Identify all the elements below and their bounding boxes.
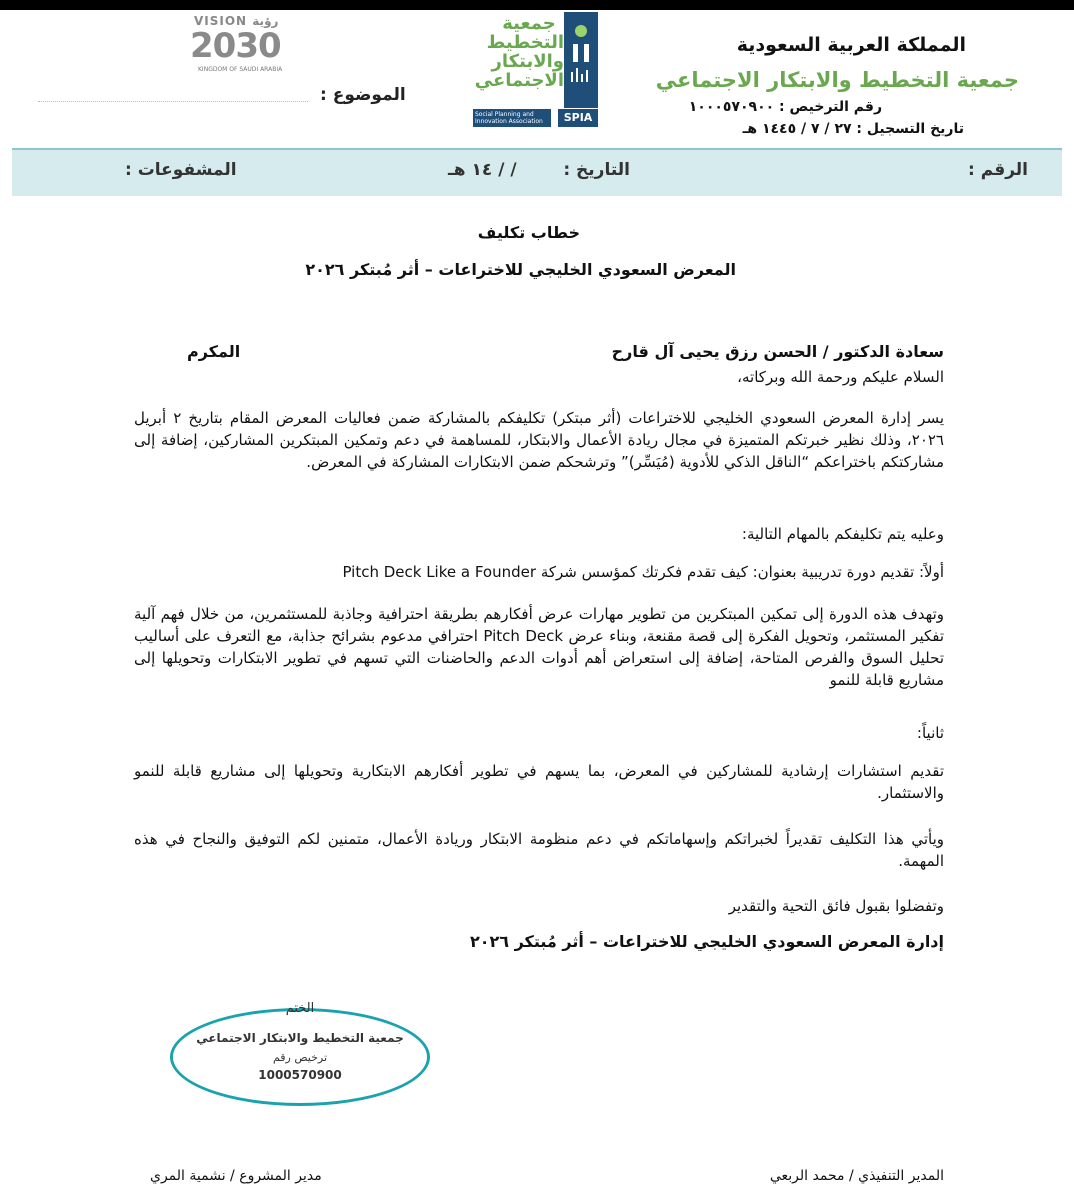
stamp-license-number: 1000570900: [258, 1068, 342, 1082]
license-number: رقم الترخيص : ١٠٠٠٥٧٠٩٠٠: [688, 99, 882, 115]
paragraph-consulting: تقديم استشارات إرشادية للمشاركين في المعرض، بما يسهم في تطوير أفكارهم الابتكارية وتحويلها إلى مشاريع قابلة للنمو والاستثمار.: [134, 762, 944, 802]
first-task: أولاً: تقديم دورة تدريبية بعنوان: كيف تقدم فكرتك كمؤسس شركة Pitch Deck Like a Founder: [342, 563, 944, 581]
logo-english-name: Social Planning and Innovation Association: [473, 109, 551, 127]
subject-line: [38, 101, 308, 102]
recipient: سعادة الدكتور / الحسن رزق يحيى آل قارح: [611, 342, 944, 361]
paragraph-intro: يسر إدارة المعرض السعودي الخليجي للاختراعات (أثر مبتكر) تكليفكم بالمشاركة ضمن فعاليات المعرض المقام بتاريخ ٢ أبريل ٢٠٢٦، وذلك نظير خبرتكم المتميزة في مجال ريادة الأعمال والابتكار، للمساهمة في دعم وتمكين المبتكرين المشاركين، إضافة إلى مشاركتكم باختراعكم “الناقل الذكي للأدوية (مُيَسِّر)” وترشحكم ضمن الابتكارات المشاركة في المعرض.: [134, 409, 944, 471]
top-border: [0, 0, 1074, 10]
stamp-label: الختم: [285, 1001, 315, 1016]
vision-number: 2030: [190, 26, 281, 66]
vision-2030-logo: [190, 14, 310, 74]
tasks-intro: وعليه يتم تكليفكم بالمهام التالية:: [741, 525, 944, 543]
date-value: / / ١٤ هـ: [448, 160, 517, 180]
greeting: السلام عليكم ورحمة الله وبركاته،: [737, 368, 944, 386]
second-label: ثانياً:: [916, 724, 944, 742]
signing-organization: إدارة المعرض السعودي الخليجي للاختراعات – أثر مُبتكر ٢٠٢٦: [469, 932, 944, 951]
stamp-org: جمعية التخطيط والابتكار الاجتماعي: [196, 1031, 404, 1045]
vision-kingdom: KINGDOM OF SAUDI ARABIA: [198, 66, 283, 73]
letter-type: خطاب تكليف: [477, 223, 580, 242]
subject-label: الموضوع :: [320, 85, 406, 105]
attachments-label: المشفوعات :: [125, 160, 237, 180]
closing: وتفضلوا بقبول فائق التحية والتقدير: [728, 897, 944, 915]
stamp-license-label: ترخيص رقم: [272, 1051, 328, 1064]
official-stamp: [170, 1001, 430, 1106]
paragraph-course: وتهدف هذه الدورة إلى تمكين المبتكرين من تطوير مهارات عرض أفكارهم بطريقة احترافية وجاذبة للمستثمرين، من خلال فهم آلية تفكير المستثمر، وتحويل الفكرة إلى قصة مقنعة، وبناء عرض Pitch Deck احترافي مدعوم بشرائح جذابة، مع التعرف على أساليب تحليل السوق والفرص المتاحة، إضافة إلى استعراض أهم أدوات الدعم والحاضنات التي تسهم في تطوير الابتكارات وتحويلها إلى مشاريع قابلة للنمو: [134, 605, 945, 689]
ref-label: الرقم :: [968, 160, 1028, 180]
people-icon: [566, 22, 596, 92]
executive-director: المدير التنفيذي / محمد الربعي: [769, 1168, 944, 1184]
honorific: المكرم: [187, 342, 241, 361]
kingdom-name: المملكة العربية السعودية: [736, 34, 966, 56]
vision-label: VISION رؤية: [194, 14, 279, 28]
paragraph-appreciation: ويأتي هذا التكليف تقديراً لخبراتكم وإسهاماتكم في دعم منظومة الابتكار وريادة الأعمال، متمنين لكم التوفيق والنجاح في هذه المهمة.: [134, 830, 944, 870]
date-label: التاريخ :: [563, 160, 630, 180]
letter-heading: المعرض السعودي الخليجي للاختراعات – أثر مُبتكر ٢٠٢٦: [305, 260, 736, 279]
project-manager: مدير المشروع / نشمية المري: [150, 1168, 322, 1184]
logo-title: جمعية التخطيط والابتكار الاجتماعي: [474, 13, 564, 91]
logo-short-name: SPIA: [558, 109, 598, 127]
registration-date: تاريخ التسجيل : ٢٧ / ٧ / ١٤٤٥ هـ: [742, 121, 964, 137]
association-logo: [471, 12, 600, 129]
association-name: جمعية التخطيط والابتكار الاجتماعي: [655, 68, 1019, 92]
